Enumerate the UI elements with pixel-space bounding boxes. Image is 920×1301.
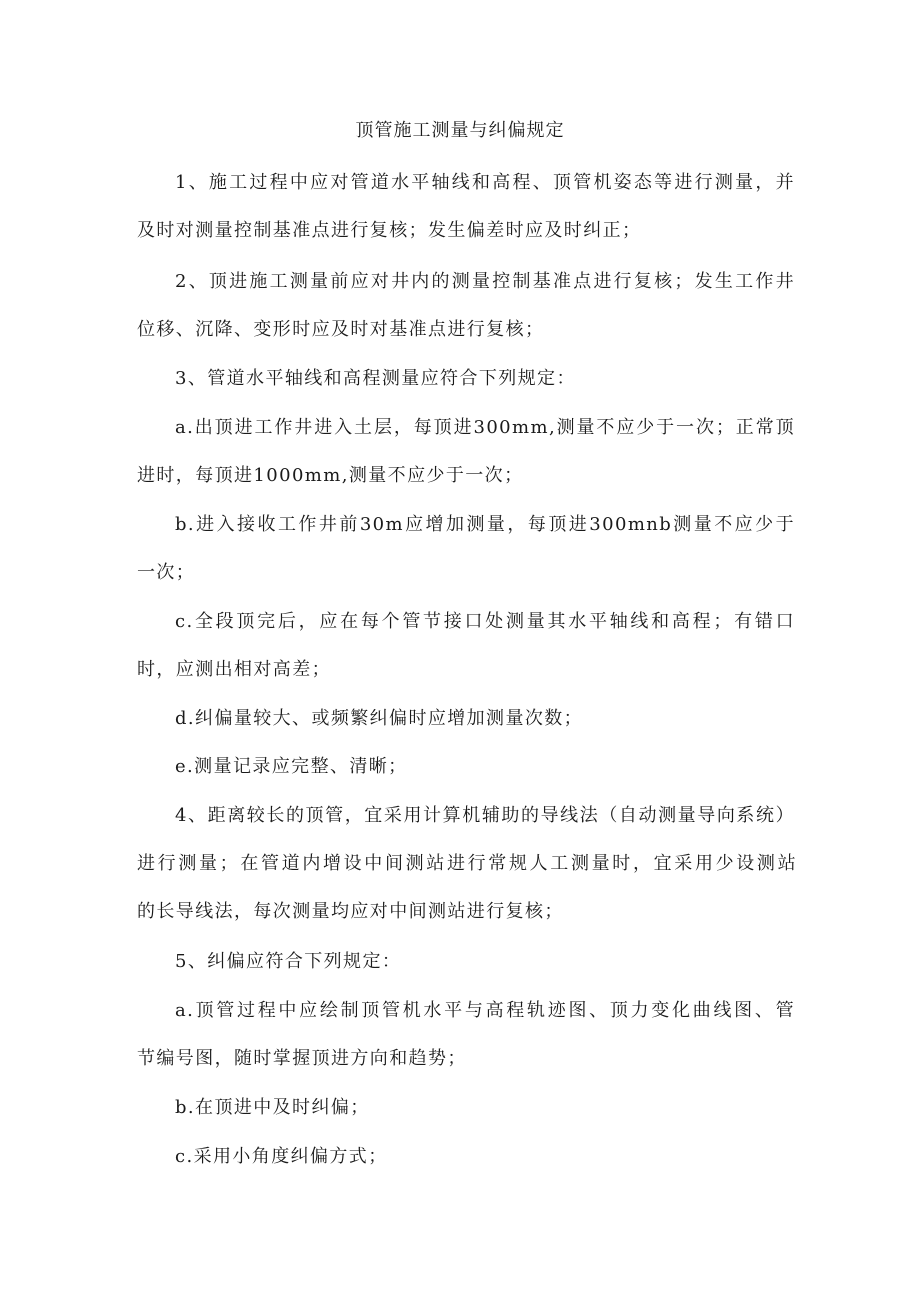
paragraph-4-line-2: 进行测量；在管道内增设中间测站进行常规人工测量时，宜采用少设测站 <box>137 853 797 874</box>
paragraph-5-line-1: 5、纠偏应符合下列规定： <box>175 951 402 972</box>
paragraph-1-line-1: 1、施工过程中应对管道水平轴线和高程、顶管机姿态等进行测量，并 <box>175 172 795 193</box>
document-title: 顶管施工测量与纠偏规定 <box>355 120 565 141</box>
paragraph-2-line-2: 位移、沉降、变形时应及时对基准点进行复核； <box>137 319 545 340</box>
item-3e-line: e.测量记录应完整、清晰； <box>175 756 408 777</box>
item-3a-line-2: 进时，每顶进1000mm,测量不应少于一次； <box>137 465 524 486</box>
paragraph-2-line-1: 2、顶进施工测量前应对井内的测量控制基准点进行复核；发生工作井 <box>175 271 795 292</box>
item-3d-line: d.纠偏量较大、或频繁纠偏时应增加测量次数； <box>175 708 584 729</box>
item-5a-line-1: a.顶管过程中应绘制顶管机水平与高程轨迹图、顶力变化曲线图、管 <box>175 1000 795 1021</box>
item-5c-line: c.采用小角度纠偏方式； <box>175 1146 388 1167</box>
item-5b-line: b.在顶进中及时纠偏； <box>175 1097 370 1118</box>
paragraph-3-line-1: 3、管道水平轴线和高程测量应符合下列规定： <box>175 368 576 389</box>
item-3b-line-1: b.进入接收工作井前30m应增加测量，每顶进300mnb测量不应少于 <box>175 514 795 535</box>
paragraph-1-line-2: 及时对测量控制基准点进行复核；发生偏差时应及时纠正； <box>137 220 642 241</box>
paragraph-4-line-1: 4、距离较长的顶管，宜采用计算机辅助的导线法（自动测量导向系统） <box>175 805 795 826</box>
item-3b-line-2: 一次； <box>137 562 196 583</box>
item-3c-line-1: c.全段顶完后，应在每个管节接口处测量其水平轴线和高程；有错口 <box>175 611 795 632</box>
item-5a-line-2: 节编号图，随时掌握顶进方向和趋势； <box>137 1048 467 1069</box>
item-3a-line-1: a.出顶进工作井进入土层，每顶进300mm,测量不应少于一次；正常顶 <box>175 417 795 438</box>
item-3c-line-2: 时，应测出相对高差； <box>137 659 331 680</box>
paragraph-4-line-3: 的长导线法，每次测量均应对中间测站进行复核； <box>137 901 564 922</box>
